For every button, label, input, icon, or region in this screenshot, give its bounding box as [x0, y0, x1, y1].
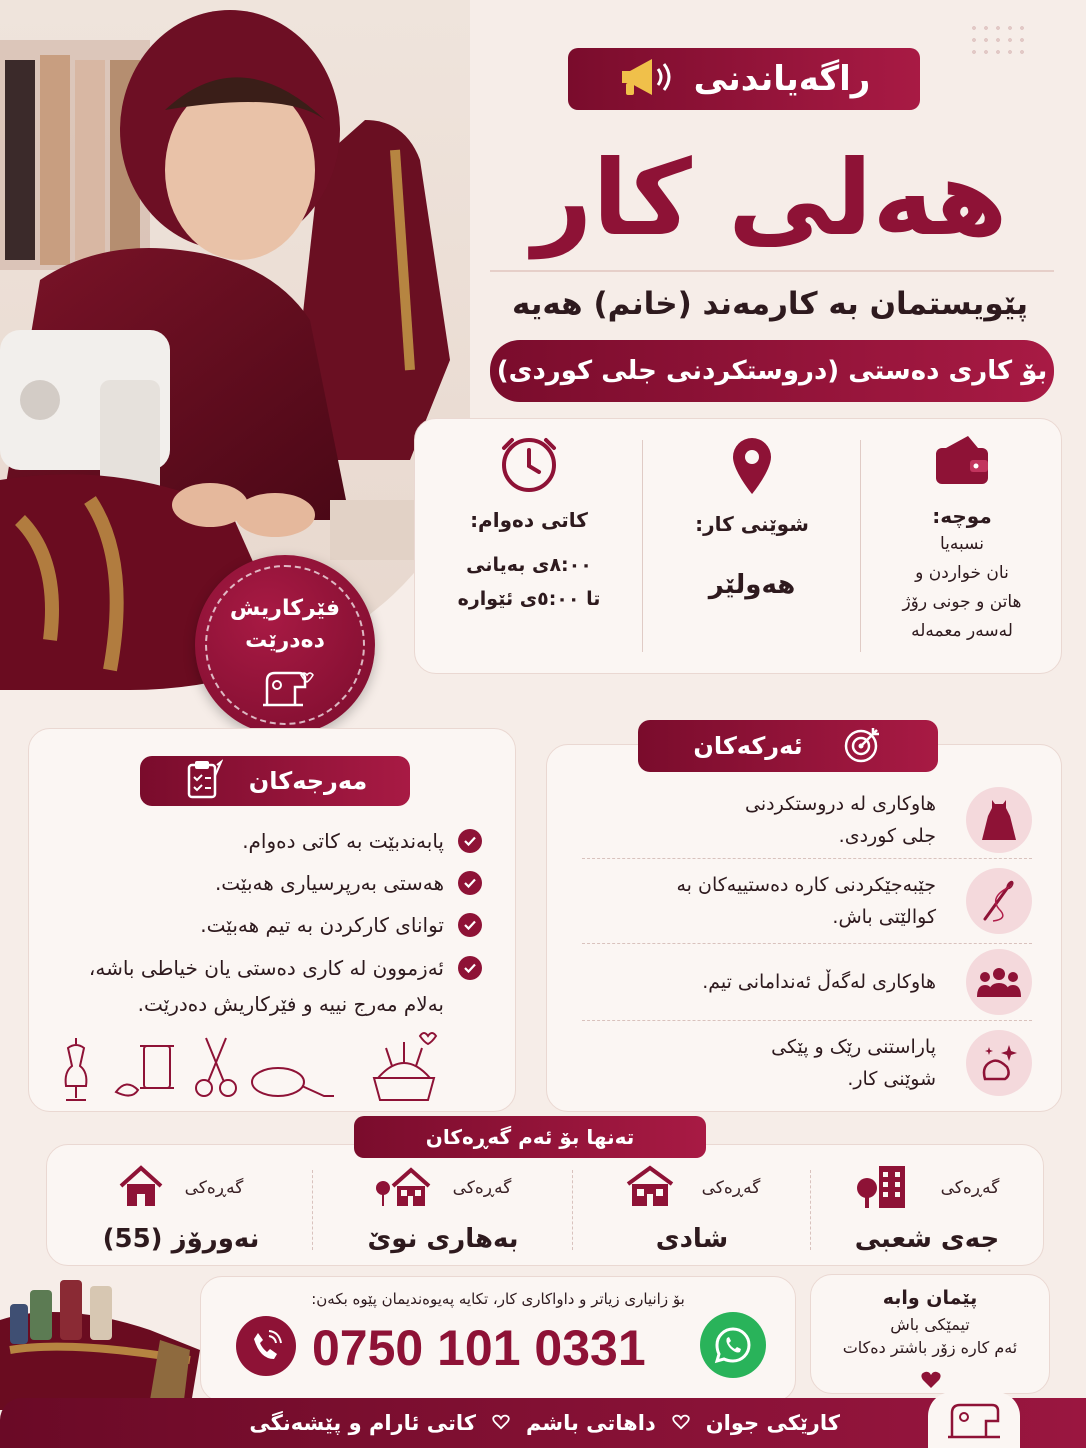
- hours-start: ٨:٠٠ی بەیانی: [466, 554, 592, 576]
- contact-note: بۆ زانیاری زیاتر و داواکاری کار، تکایە پەیوەندیمان پێوە بکەن:: [311, 1290, 685, 1308]
- footer-bar: [0, 1398, 1086, 1448]
- megaphone-icon: [618, 55, 674, 103]
- promise-line: تیمێکی باش: [890, 1315, 970, 1334]
- heart-outline-icon: [492, 1411, 510, 1435]
- hours-info: [416, 436, 642, 616]
- list-item: هاوکاری لە دروستکردنی جلی کوردی.: [582, 782, 1032, 858]
- list-item: توانای کارکردن بە تیم هەبێت.: [56, 904, 482, 946]
- hours-end: تا ٥:٠٠ی ئێوارە: [457, 588, 601, 610]
- purpose-banner: [490, 340, 1054, 402]
- check-icon: [458, 871, 482, 895]
- area-name: جەی شعبی: [854, 1224, 1000, 1254]
- duties-header: [638, 720, 938, 772]
- area-prefix: گەڕەکی: [452, 1178, 512, 1198]
- training-badge-line1: فێرکاریش: [229, 596, 341, 621]
- salary-line: نسبەیا: [939, 534, 985, 554]
- team-icon: [966, 949, 1032, 1015]
- heart-outline-icon: [672, 1411, 690, 1435]
- dots-decoration: [968, 22, 1028, 62]
- duties-title: ئەرکەکان: [693, 732, 803, 760]
- list-item: ئەزموون لە کاری دەستی یان خیاطی باشە، بەلام مەرج نییە و فێرکاریش دەدرێت.: [56, 950, 482, 1022]
- home-icon: [119, 1164, 163, 1212]
- sewing-machine-icon: [255, 667, 315, 715]
- requirements-header: [140, 756, 410, 806]
- list-item: پاراستنی رێک و پێکی شوێنی کار.: [582, 1021, 1032, 1105]
- area-name: شادی: [655, 1224, 729, 1254]
- house-icon: [624, 1164, 680, 1212]
- target-icon: [843, 724, 883, 768]
- area-prefix: گەڕەکی: [701, 1178, 761, 1198]
- training-badge-line2: دەدرێت: [245, 628, 325, 653]
- clipboard-icon: [183, 759, 223, 803]
- requirements-list: [56, 820, 482, 1022]
- area-item: [314, 1164, 572, 1254]
- purpose-text: بۆ کاری دەستی (دروستکردنی جلی کوردی): [496, 356, 1048, 386]
- dress-icon: [966, 787, 1032, 853]
- area-name: بەهاری نوێ: [367, 1224, 519, 1254]
- location-pin-icon: [644, 436, 860, 496]
- page-title: هەلی کار: [532, 137, 1008, 259]
- check-icon: [458, 956, 482, 980]
- wallet-icon: [862, 430, 1062, 488]
- promise-card: [810, 1274, 1050, 1394]
- hours-label: کاتی دەوام:: [470, 508, 588, 532]
- location-value: هەولێر: [708, 570, 796, 600]
- sewing-basket-illustration: [0, 1250, 210, 1414]
- announce-banner: [568, 48, 920, 110]
- list-item: جێبەجێکردنی کارە دەستییەکان بە کوالێتی باش.: [582, 859, 1032, 943]
- area-item: [574, 1164, 810, 1254]
- area-prefix: گەڕەکی: [184, 1178, 244, 1198]
- phone-number[interactable]: 0750 101 0331: [312, 1320, 646, 1376]
- area-name: نەورۆز (55): [102, 1224, 260, 1254]
- promise-line: ئەم کارە زۆر باشتر دەکات: [842, 1338, 1018, 1357]
- requirements-title: مەرجەکان: [248, 767, 368, 795]
- clock-icon: [416, 436, 642, 494]
- salary-line: هاتن و جونی رۆژ: [902, 592, 1022, 612]
- footer-item: داهاتی باشم: [525, 1411, 656, 1435]
- sewing-machine-icon: [928, 1392, 1020, 1448]
- footer-item: کارێکی جوان: [705, 1411, 840, 1435]
- salary-info: [862, 430, 1062, 646]
- salary-line: نان خواردن و: [915, 563, 1009, 583]
- training-badge: [195, 555, 375, 735]
- needle-icon: [966, 868, 1032, 934]
- houses-icon: [375, 1164, 431, 1212]
- location-label: شوێنی کار:: [695, 512, 809, 536]
- area-item: [812, 1164, 1042, 1254]
- location-info: [644, 436, 860, 600]
- buildings-icon: [855, 1164, 913, 1212]
- whatsapp-icon[interactable]: [700, 1312, 766, 1378]
- area-prefix: گەڕەکی: [940, 1178, 1000, 1198]
- list-item: پابەندبێت بە کاتی دەوام.: [56, 820, 482, 862]
- list-item: هاوکاری لەگەڵ ئەندامانی تیم.: [582, 944, 1032, 1020]
- list-item: هەستی بەرپرسیاری هەبێت.: [56, 862, 482, 904]
- check-icon: [458, 829, 482, 853]
- promise-title: پێمان وابە: [882, 1287, 978, 1309]
- sewing-tools-illustration: [56, 1030, 446, 1110]
- salary-label: موچە:: [932, 504, 992, 528]
- title-divider: [490, 270, 1054, 272]
- heart-icon: [921, 1371, 941, 1393]
- footer-item: کاتی ئارام و پێشەنگی: [249, 1411, 476, 1435]
- phone-icon[interactable]: [236, 1316, 296, 1376]
- announce-text: راگەیاندنی: [693, 59, 871, 99]
- duties-list: [582, 782, 1032, 1105]
- areas-title: تەنها بۆ ئەم گەڕەکان: [425, 1125, 635, 1149]
- salary-line: لەسەر معمەله: [911, 621, 1013, 641]
- subtitle: پێویستمان بە کارمەند (خانم) هەیە: [511, 286, 1029, 322]
- check-icon: [458, 913, 482, 937]
- area-item: [50, 1164, 312, 1254]
- sparkle-icon: [966, 1030, 1032, 1096]
- areas-header: [354, 1116, 706, 1158]
